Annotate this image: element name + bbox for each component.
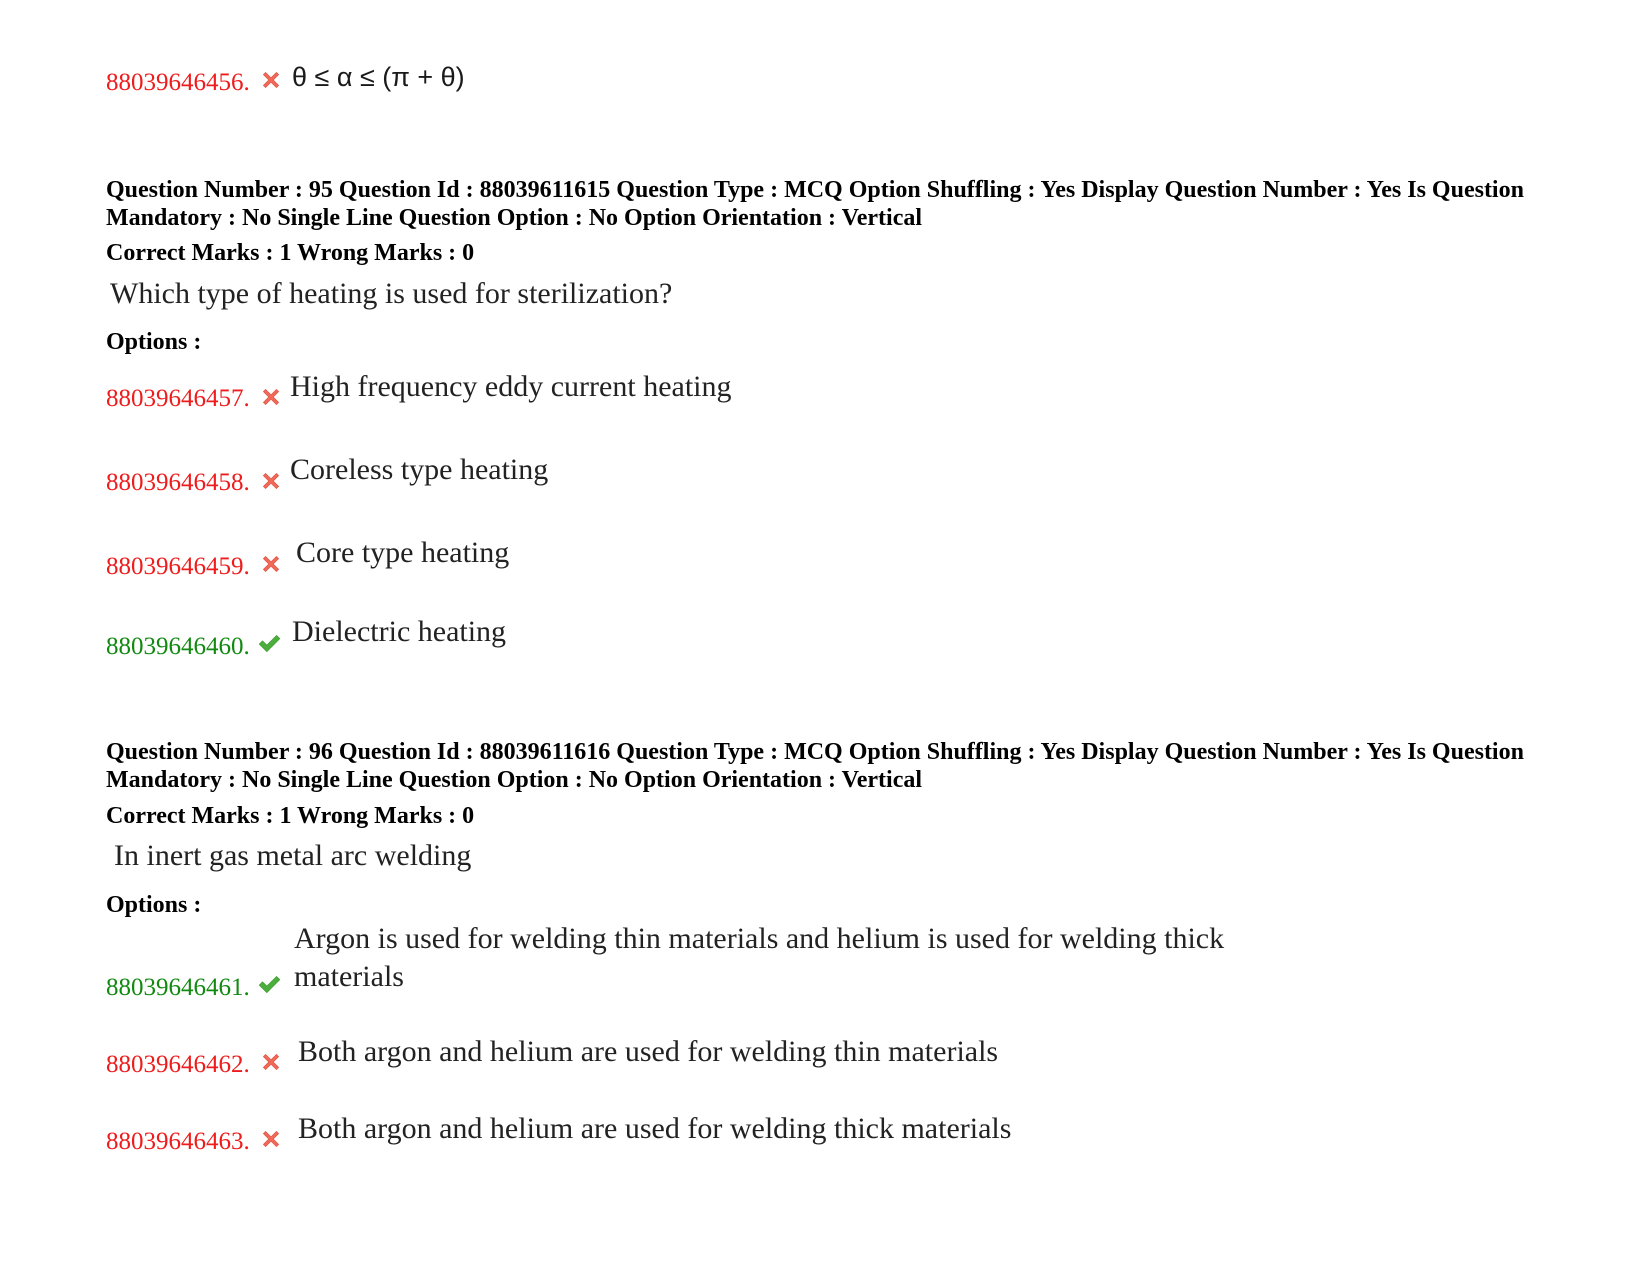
options-label: Options : [106, 892, 202, 918]
option-id: 88039646457. [106, 385, 250, 412]
question-marks: Correct Marks : 1 Wrong Marks : 0 [106, 240, 475, 266]
option-row [106, 920, 1556, 1010]
question-text: Which type of heating is used for sterilization? [110, 277, 673, 310]
option-text: Dielectric heating [292, 615, 507, 648]
cross-icon [258, 1126, 284, 1152]
cross-icon [258, 384, 284, 410]
question-meta: Question Number : 95 Question Id : 88039611615 Question Type : MCQ Option Shuffling : Yes Display Question Number : Yes Is Question Mandatory : No Single Line Question Option : No Option Orientation : Vertical [106, 177, 1524, 231]
check-icon [256, 630, 282, 656]
option-id: 88039646461. [106, 974, 250, 1001]
option-row [106, 1112, 1556, 1195]
check-icon [256, 971, 282, 997]
option-row [106, 60, 1556, 140]
option-id: 88039646458. [106, 469, 250, 496]
option-id: 88039646456. [106, 69, 250, 96]
options-label: Options : [106, 329, 202, 355]
cross-icon [258, 1049, 284, 1075]
option-text: Both argon and helium are used for welding thick materials [298, 1112, 1012, 1145]
option-id: 88039646459. [106, 553, 250, 580]
option-id: 88039646462. [106, 1051, 250, 1078]
option-text: Both argon and helium are used for welding thin materials [298, 1035, 999, 1068]
cross-icon [258, 67, 284, 93]
option-text: Core type heating [296, 536, 510, 569]
question-meta: Question Number : 96 Question Id : 88039611616 Question Type : MCQ Option Shuffling : Yes Display Question Number : Yes Is Question Mandatory : No Single Line Question Option : No Option Orientation : Vertical [106, 739, 1524, 793]
option-row [106, 455, 1556, 535]
option-id: 88039646460. [106, 633, 250, 660]
question-text: In inert gas metal arc welding [114, 839, 472, 872]
cross-icon [258, 551, 284, 577]
option-row [106, 1035, 1556, 1118]
cross-icon [258, 468, 284, 494]
option-text: θ ≤ α ≤ (π + θ) [292, 62, 465, 92]
option-text: Coreless type heating [290, 453, 549, 486]
option-id: 88039646463. [106, 1128, 250, 1155]
option-row [106, 615, 1556, 698]
option-text: High frequency eddy current heating [290, 370, 732, 403]
option-row [106, 538, 1556, 618]
option-text: Argon is used for welding thin materials and helium is used for welding thick materials [294, 922, 1225, 993]
option-row [106, 370, 1556, 450]
question-marks: Correct Marks : 1 Wrong Marks : 0 [106, 803, 475, 829]
